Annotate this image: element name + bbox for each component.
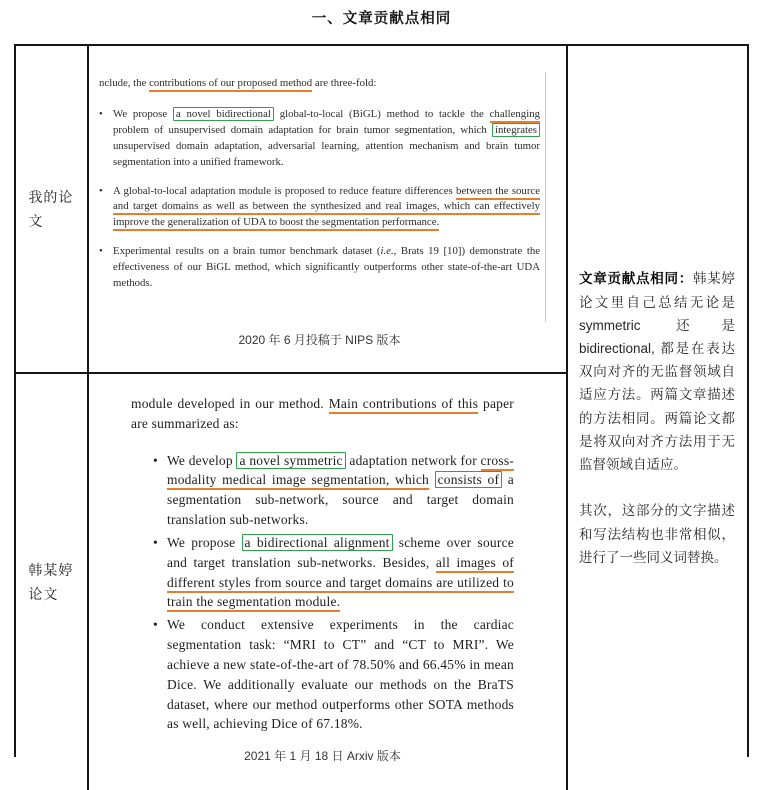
my-paper-version-caption: 2020 年 6 月投稿于 NIPS 版本 <box>238 333 401 347</box>
row-label-my-paper-text: 我的论文 <box>28 188 74 229</box>
my-paper-intro: nclude, the contributions of our proposed method are three-fold: <box>99 76 540 92</box>
bullet-item: • Experimental results on a brain tumor benchmark dataset (i.e., Brats 19 [10]) demonstrate the effectiveness of our BiGL method, which significantly outperforms other state-of-the-art UDA methods. <box>99 244 540 292</box>
my-paper-excerpt <box>89 46 568 374</box>
row-label-han-paper-text: 韩某婷论文 <box>28 561 74 603</box>
my-paper-bullet-list <box>99 107 540 306</box>
bullet-item: • We propose a novel bidirectional global-to-local (BiGL) method to tackle the challenging problem of unsupervised domain adaptation for brain tumor segmentation, which integrates unsupervised domain adaptation, adversarial learning, attention mechanism and brain tumor segmentation into a unified framework. <box>99 107 540 171</box>
commentary-panel <box>568 46 747 790</box>
bullet-item: • We propose a bidirectional alignment scheme over source and target translation sub-networks. Besides, all images of different styles from source and target domains are utilized to train the segmentation module. <box>153 533 514 612</box>
bullet-item: • A global-to-local adaptation module is proposed to reduce feature differences between the source and target domains as well as between the synthesized and real images, which can effectively improve the generalization of UDA to boost the segmentation performance. <box>99 184 540 232</box>
commentary-body-1: 韩某婷论文里自己总结无论是 symmetric 还是 bidirectional, 都是在表达双向对齐的无监督领域自适应方法。两篇文章描述的方法相同。两篇论文都是将双向对齐方法用于无监督领域自适应。 <box>579 271 735 473</box>
commentary-paragraph-1 <box>579 267 735 476</box>
han-paper-intro: module developed in our method. Main contributions of this paper are summarized as: <box>131 396 514 432</box>
han-paper-excerpt <box>89 374 568 790</box>
han-paper-version-caption: 2021 年 1 月 18 日 Arxiv 版本 <box>244 749 401 764</box>
bullet-item: • We conduct extensive experiments in the cardiac segmentation task: “MRI to CT” and “CT to MRI”. We achieve a new state-of-the-art of 78.50% and 66.45% in mean Dice. We additionally evaluate our methods on the BraTS dataset, where our method outperforms other SOTA methods as well, achieving Dice of 67.18%. <box>153 615 514 734</box>
row-label-my-paper <box>16 46 89 374</box>
commentary-paragraph-2: 其次，这部分的文字描述和写法结构也非常相似，进行了一些同义词替换。 <box>579 503 735 565</box>
row-label-han-paper <box>16 374 89 790</box>
page-title: 一、文章贡献点相同 <box>311 11 452 27</box>
han-paper-bullet-list <box>153 451 514 738</box>
bullet-item: • We develop a novel symmetric adaptation network for cross-modality medical image segmentation, which consists of a segmentation sub-network, source and target domain translation sub-networks. <box>153 451 514 530</box>
commentary-heading: 文章贡献点相同： <box>579 271 693 287</box>
scan-artifact-line <box>545 72 546 322</box>
comparison-table <box>14 44 749 764</box>
